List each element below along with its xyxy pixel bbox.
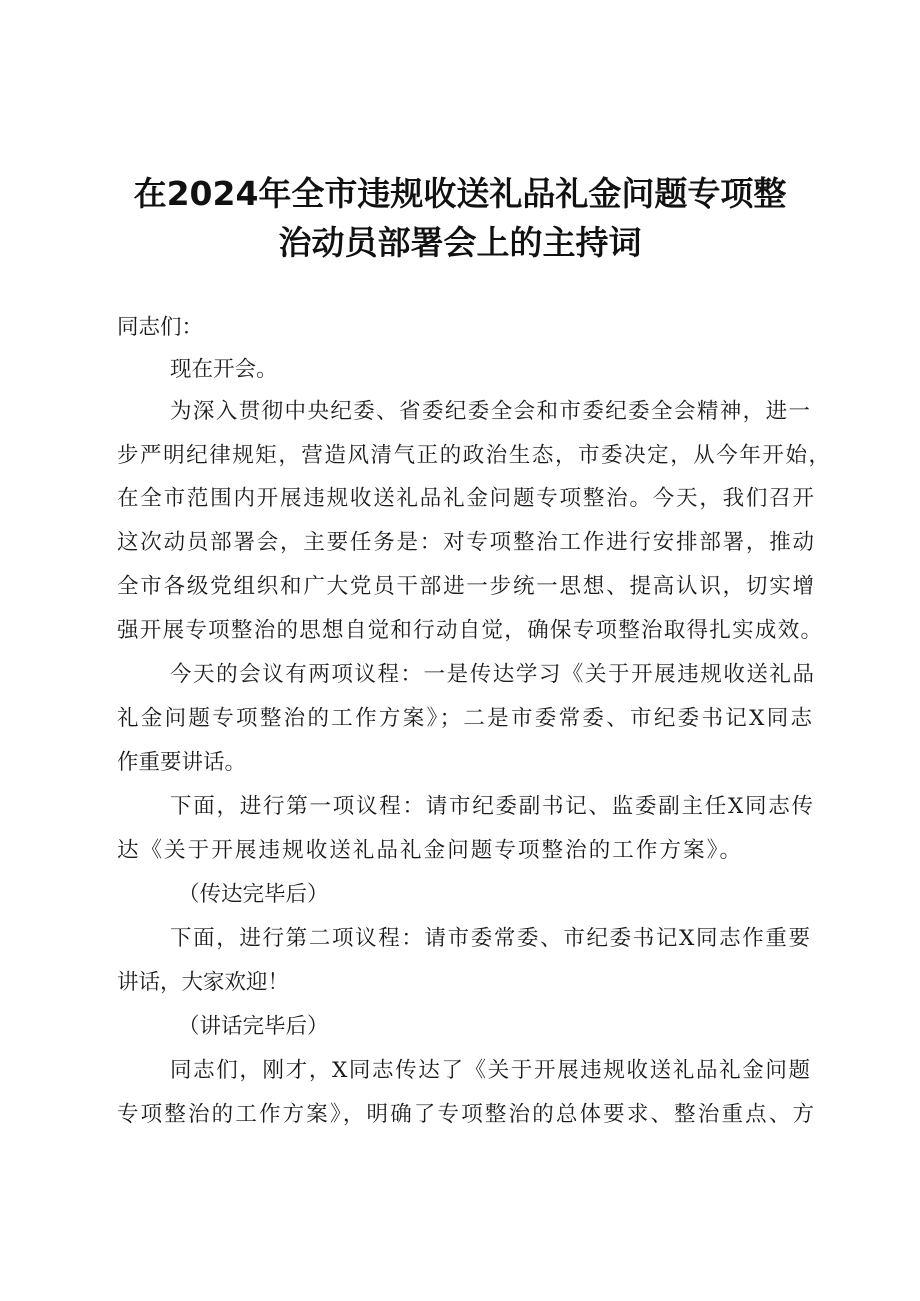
body-line: 强开展专项整治的思想自觉和行动自觉，确保专项整治取得扎实成效。 (117, 618, 822, 643)
body-line: 讲话，大家欢迎！ (117, 970, 290, 995)
body-line: 作重要讲话。 (117, 750, 247, 775)
body-line: 在全市范围内开展违规收送礼品礼金问题专项整治。今天，我们召开 (117, 486, 814, 511)
body-line: 下面，进行第一项议程：请市纪委副书记、监委副主任X同志传 (170, 794, 813, 819)
body-line: 步严明纪律规矩，营造风清气正的政治生态，市委决定，从今年开始， (117, 443, 830, 468)
stage-note: （传达完毕后） (178, 882, 329, 907)
body-line: 为深入贯彻中央纪委、省委纪委全会和市委纪委全会精神，进一 (170, 399, 810, 424)
body-line: 下面，进行第二项议程：请市委常委、市纪委书记X同志作重要 (170, 926, 810, 951)
body-line: 现在开会。 (170, 357, 278, 382)
salutation: 同志们： (117, 315, 204, 340)
body-line: 达《关于开展违规收送礼品礼金问题专项整治的工作方案》。 (117, 838, 741, 863)
body-line: 全市各级党组织和广大党员干部进一步统一思想、提高认识，切实增 (117, 574, 814, 599)
document-title-line-1: 在2024年全市违规收送礼品礼金问题专项整 (133, 174, 787, 213)
body-line: 礼金问题专项整治的工作方案》；二是市委常委、市纪委书记X同志 (117, 706, 812, 731)
body-line: 专项整治的工作方案》，明确了专项整治的总体要求、整治重点、方 (117, 1102, 814, 1127)
body-line: 同志们，刚才，X同志传达了《关于开展违规收送礼品礼金问题 (170, 1058, 810, 1083)
document-title-line-2: 治动员部署会上的主持词 (278, 223, 642, 262)
body-line: 今天的会议有两项议程：一是传达学习《关于开展违规收送礼品 (170, 662, 814, 687)
stage-note: （讲话完毕后） (178, 1014, 329, 1039)
body-line: 这次动员部署会，主要任务是：对专项整治工作进行安排部署，推动 (117, 530, 814, 555)
